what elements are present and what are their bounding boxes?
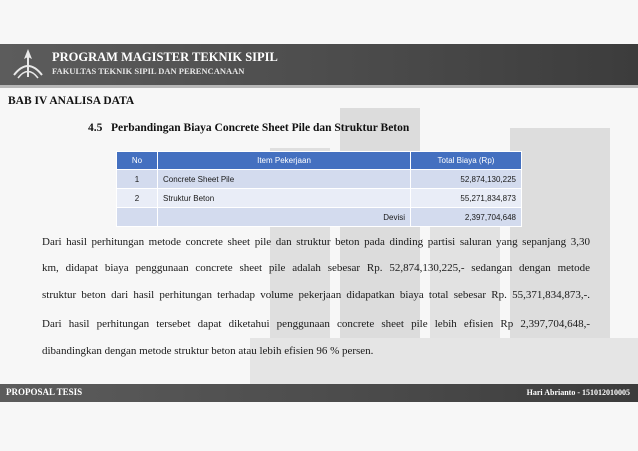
paragraph-line-5: dibandingkan dengan metode struktur beton atau lebih efisien 96 % persen. [42, 345, 374, 357]
table-row [117, 170, 522, 189]
paragraph-line-3: struktur beton dari hasil perhitungan terhadap volume pekerjaan didapatkan biaya total sebesar Rp. 55,371,834,873,-. [42, 289, 590, 301]
cell-total: 52,874,130,225 [411, 170, 522, 189]
column-header-total: Total Biaya (Rp) [411, 152, 522, 170]
devisi-value: 2,397,704,648 [411, 208, 522, 227]
section-heading [88, 122, 409, 134]
paragraph-line-1: Dari hasil perhitungan metode concrete sheet pile dan struktur beton pada dinding partisi saluran yang sepanjang 3,30 [42, 236, 590, 248]
paragraph-line-2: km, didapat biaya penggunaan concrete sheet pile adalah sebesar Rp. 52,874,130,225,- sedangan dengan metode [42, 262, 590, 274]
cell-no: 1 [117, 170, 158, 189]
column-header-no: No [117, 152, 158, 170]
table-row [117, 189, 522, 208]
cell-empty [117, 208, 158, 227]
section-number: 4.5 [88, 122, 103, 134]
cell-item: Struktur Beton [158, 189, 411, 208]
program-title: PROGRAM MAGISTER TEKNIK SIPIL [52, 50, 278, 64]
cost-comparison-table [116, 151, 522, 227]
cell-no: 2 [117, 189, 158, 208]
footer-author: Hari Abrianto - 151012010005 [526, 388, 630, 397]
devisi-label: Devisi [158, 208, 411, 227]
cell-item: Concrete Sheet Pile [158, 170, 411, 189]
cell-total: 55,271,834,873 [411, 189, 522, 208]
section-title: Perbandingan Biaya Concrete Sheet Pile dan Struktur Beton [111, 122, 410, 134]
table-row-devisi [117, 208, 522, 227]
footer-proposal-label: PROPOSAL TESIS [6, 387, 83, 397]
header-divider [0, 85, 638, 88]
university-logo-icon [10, 47, 46, 81]
table-header-row [117, 152, 522, 170]
column-header-item: Item Pekerjaan [158, 152, 411, 170]
chapter-heading: BAB IV ANALISA DATA [8, 95, 135, 107]
faculty-subtitle: FAKULTAS TEKNIK SIPIL DAN PERENCANAAN [52, 66, 245, 76]
paragraph-line-4: Dari hasil perhitungan tersebet dapat diketahui penggunaan concrete sheet pile lebih efisien Rp 2,397,704,648,- [42, 318, 590, 330]
